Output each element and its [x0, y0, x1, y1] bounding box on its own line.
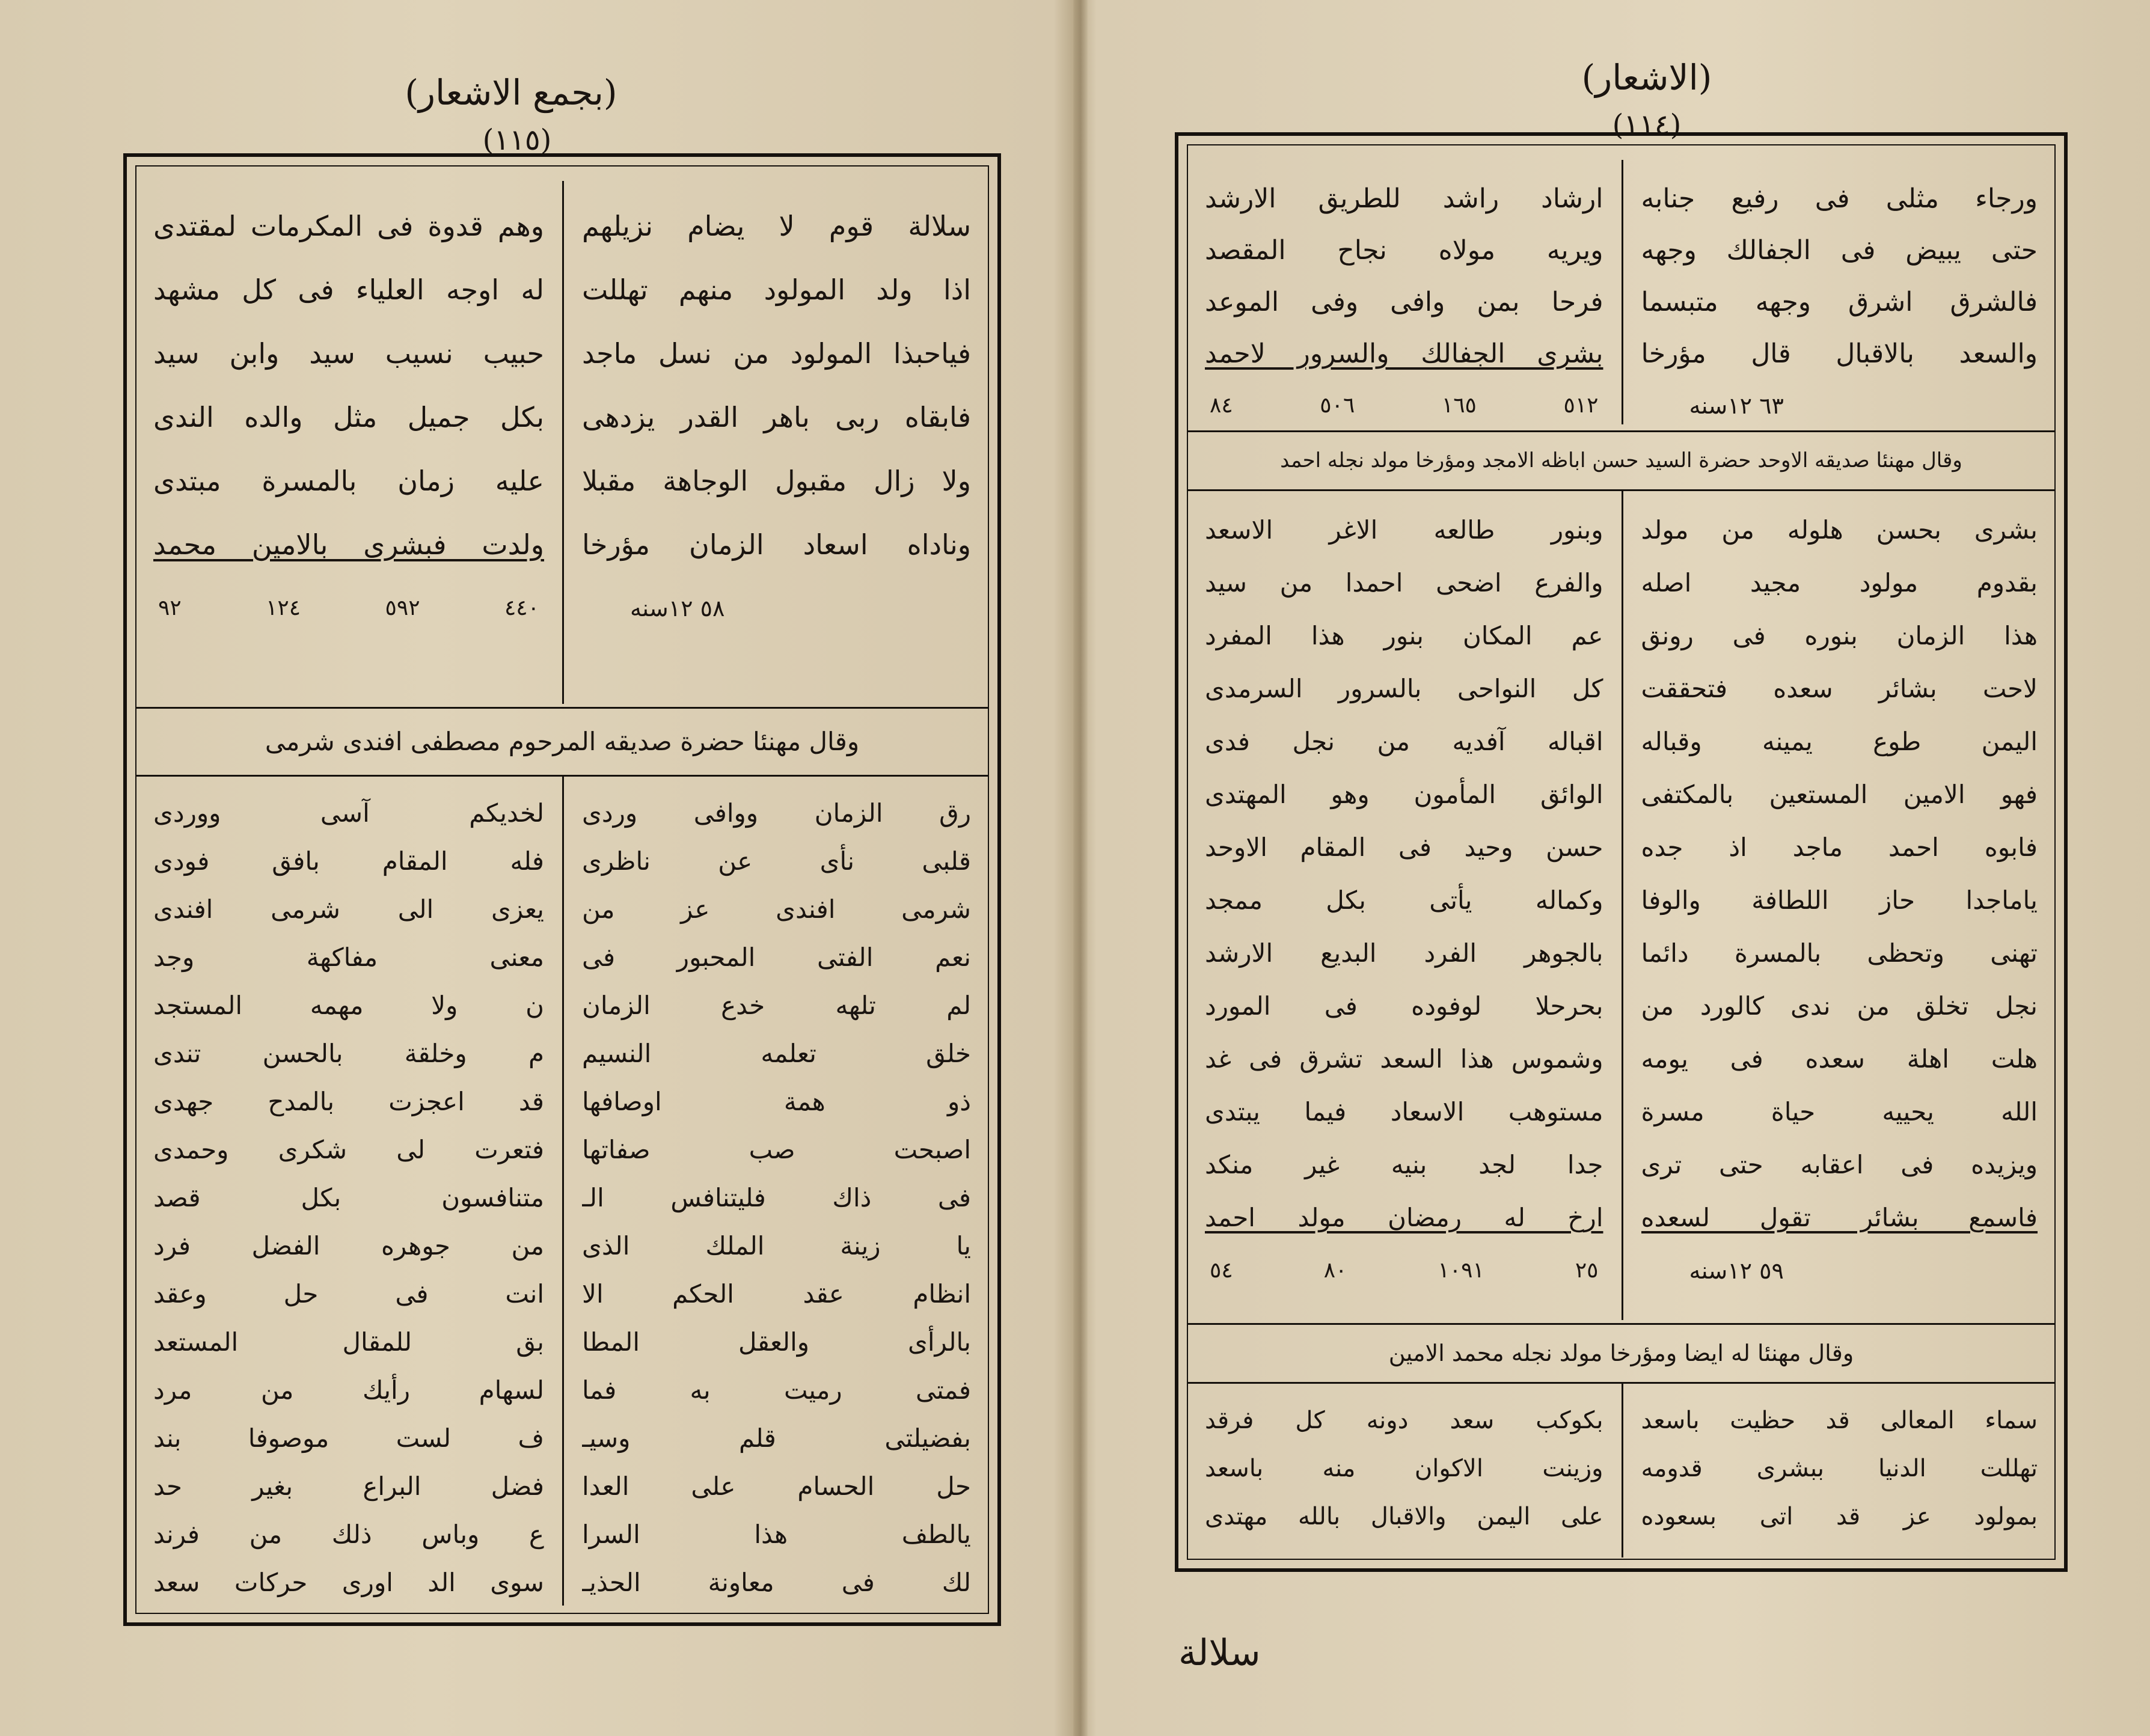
verse-line: بفضيلتى قلم وسيـ [582, 1423, 971, 1453]
verse-line: لك فى معاونة الحذيـ [582, 1568, 971, 1597]
verse-line: انظام عقد الحكم الا [582, 1279, 971, 1309]
chronogram-numbers [153, 576, 544, 640]
verse-line: ذو همة اوصافها [582, 1087, 971, 1116]
verse-line: وكماله يأتى بكل ممجد [1205, 885, 1603, 915]
left-block-1-left-column [135, 181, 562, 704]
chronogram-number: ٥٠٦ [1320, 393, 1355, 418]
right-page-frame [1175, 132, 2068, 1572]
verse-line: متنافسون بكل قصد [153, 1183, 544, 1212]
verse-line: على اليمن والاقبال بالله مهتدى [1205, 1503, 1603, 1530]
right-block-1 [1187, 160, 2056, 424]
verse-line: اذا ولد المولود منهم تهللت [582, 274, 971, 306]
verse-line: اليمن طوع يمينه وقباله [1641, 727, 2038, 756]
verse-line: تهنى وتحظى بالمسرة دائما [1641, 938, 2038, 968]
chronogram-number: ٥٩٢ [385, 596, 420, 620]
verse-line: الوائق المأمون وهو المهتدى [1205, 780, 1603, 809]
verse-line: وناداه اسعاد الزمان مؤرخا [582, 528, 971, 561]
chronogram-number: ٤٤٠ [504, 596, 539, 620]
verse-line: سماء المعالى قد حظيت باسعد [1641, 1407, 2038, 1434]
verse-line: هلت اهلة سعده فى يومه [1641, 1044, 2038, 1074]
verse-line: اصبحت صب صفاتها [582, 1135, 971, 1164]
verse-line: فاسمع بشائر تقول لسعده [1641, 1203, 2038, 1232]
verse-line: حسن وحيد فى المقام الاوحد [1205, 833, 1603, 862]
verse-line: بالرأى والعقل المطا [582, 1327, 971, 1357]
right-block-3-right-column [1622, 1383, 2056, 1557]
verse-line: نعم الفتى المحبور فى [582, 943, 971, 972]
verse-line: فتعرت لى شكرى وحمدى [153, 1135, 544, 1164]
verse-line: مستوهب الاسعاد فيما يبتدى [1205, 1097, 1603, 1126]
verse-line: ورجاء مثلى فى رفيع جنابه [1641, 183, 2038, 214]
verse-line: فمتى رميت به فما [582, 1375, 971, 1405]
verse-line: فله المقام بافق فودى [153, 846, 544, 876]
verse-line: بكوكب سعد دونه كل فرقد [1205, 1407, 1603, 1434]
chronogram-number: ٩٢ [158, 596, 182, 620]
left-running-head: (بجمع الاشعار) [405, 72, 617, 113]
verse-line: ارشاد راشد للطريق الارشد [1205, 183, 1603, 214]
verse-line: ياماجدا حاز اللطافة والوفا [1641, 885, 2038, 915]
chronogram-number: ٥٤ [1210, 1258, 1233, 1283]
chronogram-number: ٥١٢ [1563, 393, 1599, 418]
verse-line: حتى يبيض فى الجفالك وجهه [1641, 235, 2038, 266]
right-block-1-right-column [1622, 160, 2056, 424]
verse-line: حل الحسام على العدا [582, 1472, 971, 1501]
verse-line: ولا زال مقبول الوجاهة مقبلا [582, 465, 971, 497]
right-block-2-right-column [1622, 491, 2056, 1320]
verse-line: فرحا بمن وافى وفى الموعد [1205, 287, 1603, 317]
left-block-2 [135, 776, 989, 1606]
verse-line: بق للمقال المستعد [153, 1327, 544, 1357]
verse-line: فهو الامين المستعين بالمكتفى [1641, 780, 2038, 809]
hijri-date: ٥٨ ١٢سنه [630, 595, 725, 622]
verse-line: فياحبذا المولود من نسل ماجد [582, 337, 971, 370]
verse-line: بشرى بحسن هلوله من مولد [1641, 515, 2038, 545]
verse-line: له اوجه العلياء فى كل مشهد [153, 274, 544, 306]
left-block-1 [135, 181, 989, 704]
right-block-3-left-column [1187, 1383, 1622, 1557]
verse-line: من جوهره الفضل فرد [153, 1231, 544, 1261]
verse-line: لخديكم آسى ووردى [153, 798, 544, 828]
chronogram-numbers [1205, 1244, 1603, 1297]
verse-line: م وخلقة بالحسن تندى [153, 1039, 544, 1068]
verse-line: ع وباس ذلك من فرند [153, 1520, 544, 1549]
verse-line: والسعد بالاقبال قال مؤرخا [1641, 338, 2038, 369]
left-page-number: (١١٥) [482, 123, 552, 157]
left-section-header: وقال مهنئا حضرة صديقه المرحوم مصطفى افندى شرمى [135, 707, 989, 777]
verse-line: بقدوم مولود مجيد اصله [1641, 568, 2038, 598]
left-block-1-right-column [562, 181, 989, 704]
verse-line: شرمى افندى عز من [582, 894, 971, 924]
chronogram-numbers [1205, 380, 1603, 432]
right-page [1088, 0, 2150, 1736]
verse-line: وشموس هذا السعد تشرق فى غد [1205, 1044, 1603, 1074]
chronogram-number: ٨٠ [1323, 1258, 1347, 1283]
verse-line: ولدت فبشرى بالامين محمد [153, 528, 544, 561]
chronogram-number: ٢٥ [1575, 1258, 1599, 1283]
verse-line: عليه زمان بالمسرة مبتدى [153, 465, 544, 497]
verse-line: بحرحلا لوفوده فى المورد [1205, 991, 1603, 1021]
catchword: سلالة [1178, 1632, 1261, 1674]
verse-line: لاحت بشائر سعده فتحققت [1641, 674, 2038, 703]
hijri-date: ٦٣ ١٢سنه [1689, 393, 1784, 419]
chronogram-number: ٨٤ [1210, 393, 1233, 418]
right-page-number: (١١٤) [1612, 108, 1682, 142]
verse-line: ارخ له رمضان مولد احمد [1205, 1203, 1603, 1232]
left-page-frame [123, 153, 1001, 1626]
verse-line: وبنور طالعه الاغر الاسعد [1205, 515, 1603, 545]
verse-line: قلبى نأى عن ناظرى [582, 846, 971, 876]
verse-line: لم تلهه خدع الزمان [582, 991, 971, 1020]
right-section-header-1: وقال مهنئا صديقه الاوحد حضرة السيد حسن اباظه الامجد ومؤرخا مولد نجله احمد [1187, 430, 2056, 491]
right-block-2-left-column [1187, 491, 1622, 1320]
verse-line: حبيب نسيب سيد وابن سيد [153, 337, 544, 370]
verse-line: عم المكان بنور هذا المفرد [1205, 621, 1603, 650]
chronogram-number: ١٦٥ [1441, 393, 1477, 418]
right-block-2 [1187, 491, 2056, 1320]
verse-line: يا زينة الملك الذى [582, 1231, 971, 1261]
chronogram-number: ١٢٤ [266, 596, 301, 620]
verse-line: انت فى حل وعقد [153, 1279, 544, 1309]
left-block-2-left-column [135, 776, 562, 1606]
verse-line: سلالة قوم لا يضام نزيلهم [582, 210, 971, 242]
hijri-date: ٥٩ ١٢سنه [1689, 1258, 1784, 1284]
verse-line: بشرى الجفالك والسرور لاحمد [1205, 338, 1603, 369]
verse-line: بمولود عز قد اتى بسعوده [1641, 1503, 2038, 1530]
right-running-head: (الاشعار) [1581, 57, 1712, 98]
verse-line: ويريه مولاه نجاح المقصد [1205, 235, 1603, 266]
verse-line: فضل البراع بغير حد [153, 1472, 544, 1501]
verse-line: يالطف هذا السرا [582, 1520, 971, 1549]
verse-line: ف لست موصوفا بند [153, 1423, 544, 1453]
verse-line: اقباله آفديه من نجل فدى [1205, 727, 1603, 756]
verse-line: الله يحييه حياة مسرة [1641, 1097, 2038, 1126]
verse-line: رق الزمان ووافى وردى [582, 798, 971, 828]
verse-line: بكل جميل مثل والده الندى [153, 401, 544, 433]
verse-line: نجل تخلق من ندى كالورد من [1641, 991, 2038, 1021]
verse-line: ويزيده فى اعقابه حتى ترى [1641, 1150, 2038, 1179]
verse-line: فابقاه ربى باهر القدر يزدهى [582, 401, 971, 433]
verse-line: بالجوهر الفرد البديع الارشد [1205, 938, 1603, 968]
left-page [0, 0, 1073, 1736]
right-block-1-left-column [1187, 160, 1622, 424]
right-section-header-2: وقال مهنئا له ايضا ومؤرخا مولد نجله محمد الامين [1187, 1323, 2056, 1384]
verse-line: كل النواحى بالسرور السرمدى [1205, 674, 1603, 703]
verse-line: يعزى الى شرمى افندى [153, 894, 544, 924]
verse-line: قد اعجزت بالمدح جهدى [153, 1087, 544, 1116]
left-block-2-right-column [562, 776, 989, 1606]
verse-line: خلق تعلمه النسيم [582, 1039, 971, 1068]
verse-line: معنى مفاكهة وجد [153, 943, 544, 972]
verse-line: لسهام رأيك من مرد [153, 1375, 544, 1405]
verse-line: وهم قدوة فى المكرمات لمقتدى [153, 210, 544, 242]
verse-line: هذا الزمان بنوره فى رونق [1641, 621, 2038, 650]
verse-line: ن ولا مهمه المستجد [153, 991, 544, 1020]
verse-line: فابوه احمد ماجد اذ جده [1641, 833, 2038, 862]
verse-line: والفرع اضحى احمدا من سيد [1205, 568, 1603, 598]
verse-line: سوى الد اورى حركات سعد [153, 1568, 544, 1597]
right-block-3 [1187, 1383, 2056, 1557]
verse-line: وزينت الاكوان منه باسعد [1205, 1455, 1603, 1482]
verse-line: فالشرق اشرق وجهه متبسما [1641, 287, 2038, 317]
verse-line: تهللت الدنيا ببشرى قدومه [1641, 1455, 2038, 1482]
verse-line: جدا لجد بنيه غير منكد [1205, 1150, 1603, 1179]
chronogram-number: ١٠٩١ [1438, 1258, 1484, 1283]
book-gutter [1073, 0, 1088, 1736]
verse-line: فى ذاك فليتنافس الـ [582, 1183, 971, 1212]
